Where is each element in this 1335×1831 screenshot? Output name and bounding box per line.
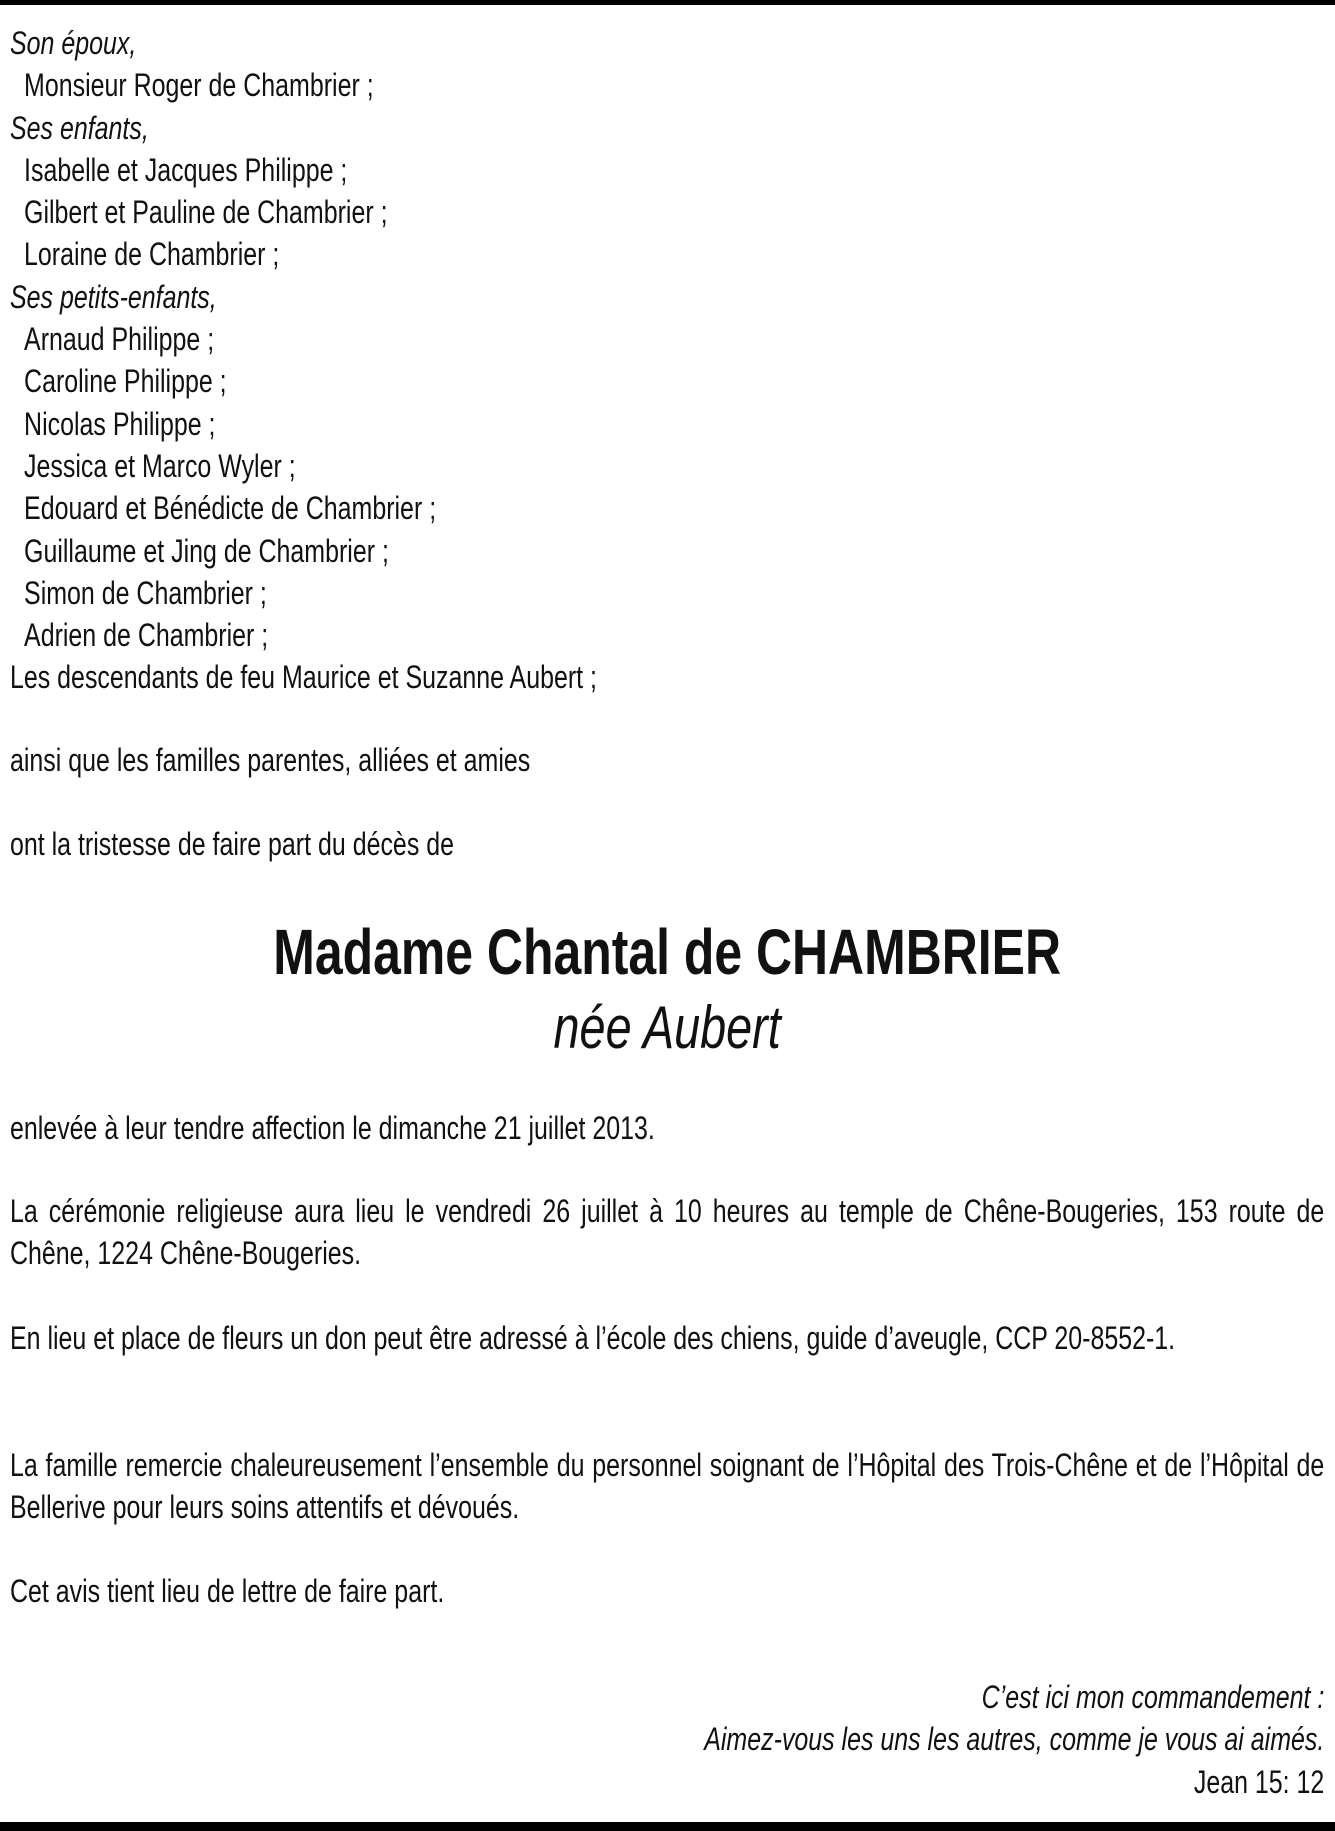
deceased-maiden-name: née Aubert [553, 994, 781, 1061]
family-member: Monsieur Roger de Chambrier ; [24, 67, 374, 104]
family-member: Simon de Chambrier ; [24, 574, 267, 611]
family-heading: Son époux, [10, 25, 137, 61]
family-member: Loraine de Chambrier ; [24, 236, 280, 273]
family-member: Jessica et Marco Wyler ; [24, 447, 296, 484]
notice-line: Cet avis tient lieu de lettre de faire part. [10, 1573, 445, 1609]
family-member: Nicolas Philippe ; [24, 405, 216, 442]
quote-line-2: Aimez-vous les uns les autres, comme je vous ai aimés. [704, 1721, 1325, 1758]
families-line: ainsi que les familles parentes, alliées et amies [10, 742, 531, 778]
deceased-name: Madame Chantal de CHAMBRIER [273, 916, 1062, 988]
family-heading: Ses petits-enfants, [10, 278, 217, 315]
family-member: Isabelle et Jacques Philippe ; [24, 151, 348, 188]
family-member: Gilbert et Pauline de Chambrier ; [24, 194, 388, 231]
family-heading: Ses enfants, [10, 109, 149, 146]
quote-reference: Jean 15: 12 [1193, 1763, 1325, 1800]
family-member: Edouard et Bénédicte de Chambrier ; [24, 490, 437, 527]
top-border [0, 0, 1335, 5]
bottom-border [0, 1822, 1335, 1831]
family-member: Guillaume et Jing de Chambrier ; [24, 532, 389, 569]
family-member: Arnaud Philippe ; [24, 321, 215, 358]
family-list [10, 22, 1324, 699]
family-member: Caroline Philippe ; [24, 363, 227, 400]
ceremony-paragraph: La cérémonie religieuse aura lieu le vendredi 26 juillet à 10 heures au temple de Chêne-Bougeries, 153 route de Chêne, 1224 Chêne-Bougeries. [10, 1193, 1325, 1272]
announcement-line: ont la tristesse de faire part du décès de [10, 826, 454, 862]
bible-quote [10, 1676, 1324, 1803]
thanks-paragraph: La famille remercie chaleureusement l’ensemble du personnel soignant de l’Hôpital des Trois-Chêne et de l’Hôpital de Bellerive pour leurs soins attentifs et dévoués. [10, 1447, 1325, 1526]
quote-line-1: C’est ici mon commandement : [981, 1679, 1325, 1715]
family-descendants: Les descendants de feu Maurice et Suzanne Aubert ; [10, 659, 597, 696]
family-member: Adrien de Chambrier ; [24, 617, 269, 654]
death-line: enlevée à leur tendre affection le dimanche 21 juillet 2013. [10, 1110, 655, 1146]
donation-paragraph: En lieu et place de fleurs un don peut être adressé à l’école des chiens, guide d’aveugle, CCP 20-8552-1. [10, 1320, 1176, 1356]
